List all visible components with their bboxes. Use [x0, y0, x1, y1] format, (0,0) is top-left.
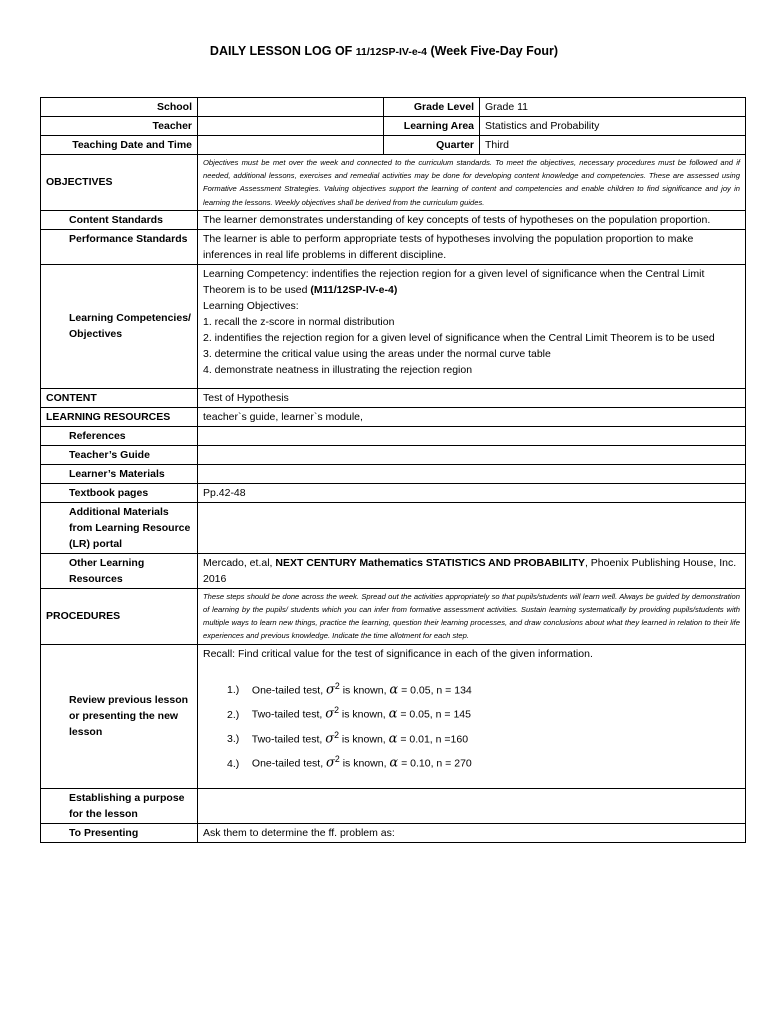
- row-teachers-guide: [41, 445, 746, 464]
- presenting-value: Ask them to determine the ff. problem as:: [198, 823, 746, 842]
- row-review: [41, 644, 746, 788]
- teacher-label: Teacher: [41, 117, 198, 136]
- row-content: [41, 388, 746, 407]
- competency-statement: [203, 266, 740, 298]
- row-purpose: [41, 788, 746, 823]
- other-resources-author: Mercado, et.al,: [203, 556, 276, 569]
- alpha-symbol: α: [389, 682, 399, 698]
- sigma-symbol: σ: [325, 706, 335, 722]
- learning-area-label: Learning Area: [384, 117, 480, 136]
- sigma-symbol: σ: [326, 755, 335, 771]
- references-value: [198, 426, 746, 445]
- list-item: 4.) One-tailed test, $\sigma^2$ is known, α = 0.10, n = 270: [227, 754, 472, 771]
- page-title: [0, 44, 768, 58]
- other-resources-label: Other Learning Resources: [41, 553, 198, 588]
- presenting-label: To Presenting: [41, 823, 198, 842]
- teachers-guide-label: Teacher’s Guide: [41, 445, 198, 464]
- row-procedures: [41, 588, 746, 644]
- grade-level-value: Grade 11: [480, 98, 746, 117]
- title-code: 11/12SP-IV-e-4: [355, 46, 427, 58]
- objectives-label: OBJECTIVES: [41, 155, 198, 211]
- alpha-symbol: α: [388, 706, 398, 722]
- performance-standards-value: The learner is able to perform appropriate tests of hypotheses involving the population proportion to make inferences in real life problems in different discipline.: [198, 229, 746, 264]
- textbook-pages-label: Textbook pages: [41, 483, 198, 502]
- learners-materials-label: Learner’s Materials: [41, 464, 198, 483]
- row-teaching-date: [41, 136, 746, 155]
- purpose-value: [198, 788, 746, 823]
- procedures-label: PROCEDURES: [41, 588, 198, 644]
- learning-resources-label: LEARNING RESOURCES: [41, 407, 198, 426]
- additional-materials-value: [198, 502, 746, 553]
- list-item: 2.) Two-tailed test, $\sigma^2$ is known, α = 0.05, n = 145: [227, 705, 471, 722]
- row-presenting: [41, 823, 746, 842]
- objective-item: 1. recall the z-score in normal distribution: [203, 315, 395, 328]
- row-objectives: [41, 155, 746, 211]
- review-intro: Recall: Find critical value for the test of significance in each of the given information.: [203, 647, 593, 660]
- content-standards-value: The learner demonstrates understanding of key concepts of tests of hypotheses on the population proportion.: [198, 210, 746, 229]
- competencies-cell: [198, 264, 746, 388]
- content-value: Test of Hypothesis: [198, 388, 746, 407]
- row-additional-materials: [41, 502, 746, 553]
- learners-materials-value: [198, 464, 746, 483]
- row-teacher: [41, 117, 746, 136]
- objectives-heading: Learning Objectives:: [203, 299, 299, 312]
- school-value: [198, 98, 384, 117]
- lesson-log-table: [40, 97, 746, 843]
- row-content-standards: [41, 210, 746, 229]
- objective-item: 2. indentifies the rejection region for a given level of significance when the Central Limit Theorem is to be used: [203, 331, 715, 344]
- recall-list: [203, 676, 740, 774]
- competency-text: Learning Competency: indentifies the rejection region for a given level of significance when the Central Limit Theorem is to be used: [203, 267, 705, 296]
- other-resources-book: NEXT CENTURY Mathematics STATISTICS AND PROBABILITY: [275, 556, 585, 569]
- quarter-label: Quarter: [384, 136, 480, 155]
- sigma-symbol: σ: [326, 682, 335, 698]
- review-cell: [198, 644, 746, 788]
- textbook-pages-value: Pp.42-48: [198, 483, 746, 502]
- objective-item: 4. demonstrate neatness in illustrating the rejection region: [203, 363, 473, 376]
- row-competencies: [41, 264, 746, 388]
- title-prefix: DAILY LESSON LOG OF: [209, 44, 356, 58]
- other-resources-publisher: , Phoenix Publishing House, Inc. 2016: [203, 556, 737, 585]
- objective-item: 3. determine the critical value using the areas under the normal curve table: [203, 347, 551, 360]
- row-other-resources: [41, 553, 746, 588]
- quarter-value: Third: [480, 136, 746, 155]
- row-textbook-pages: [41, 483, 746, 502]
- sigma-symbol: σ: [325, 731, 335, 747]
- purpose-label: Establishing a purpose for the lesson: [41, 788, 198, 823]
- review-label: Review previous lesson or presenting the new lesson: [41, 644, 198, 788]
- title-suffix: (Week Five-Day Four): [427, 44, 559, 58]
- row-school: [41, 98, 746, 117]
- row-learning-resources: [41, 407, 746, 426]
- alpha-symbol: α: [388, 731, 398, 747]
- competencies-label: Learning Competencies/ Objectives: [41, 264, 198, 388]
- teachers-guide-value: [198, 445, 746, 464]
- content-standards-label: Content Standards: [41, 210, 198, 229]
- row-references: [41, 426, 746, 445]
- list-item: 3.) Two-tailed test, $\sigma^2$ is known, α = 0.01, n =160: [227, 729, 469, 747]
- competency-code: (M11/12SP-IV-e-4): [310, 283, 398, 296]
- references-label: References: [41, 426, 198, 445]
- row-performance-standards: [41, 229, 746, 264]
- other-resources-value: [198, 553, 746, 588]
- alpha-symbol: α: [389, 755, 399, 771]
- teaching-date-label: Teaching Date and Time: [41, 136, 198, 155]
- teacher-value: [198, 117, 384, 136]
- learning-area-value: Statistics and Probability: [480, 117, 746, 136]
- additional-materials-label: Additional Materials from Learning Resource (LR) portal: [41, 502, 198, 553]
- procedures-note: These steps should be done across the week. Spread out the activities appropriately so that pupils/students will learn well. Always be guided by demonstration of learning by the pupils/ students which you can infer from formative assessment activities. Sustain learning systematically by providing pupils/students with multiple ways to learn new things, practice the learning, question their learning processes, and draw conclusions about what they learned in relation to their life experiences and previous knowledge. Indicate the time allotment for each step.: [198, 588, 746, 644]
- teaching-date-value: [198, 136, 384, 155]
- content-label: CONTENT: [41, 388, 198, 407]
- performance-standards-label: Performance Standards: [41, 229, 198, 264]
- objectives-note: Objectives must be met over the week and connected to the curriculum standards. To meet the objectives, necessary procedures must be followed and if needed, additional lessons, exercises and remedial activities may be done for developing content knowledge and competencies. These are assessed using Formative Assessment Strategies. Valuing objectives support the learning of content and competencies and enable children to find significance and joy in learning the lessons. Weekly objectives shall be derived from the curriculum guides.: [198, 155, 746, 211]
- school-label: School: [41, 98, 198, 117]
- learning-resources-value: teacher`s guide, learner`s module,: [198, 407, 746, 426]
- list-item: 1.) One-tailed test, $\sigma^2$ is known, α = 0.05, n = 134: [227, 680, 472, 698]
- grade-level-label: Grade Level: [384, 98, 480, 117]
- row-learners-materials: [41, 464, 746, 483]
